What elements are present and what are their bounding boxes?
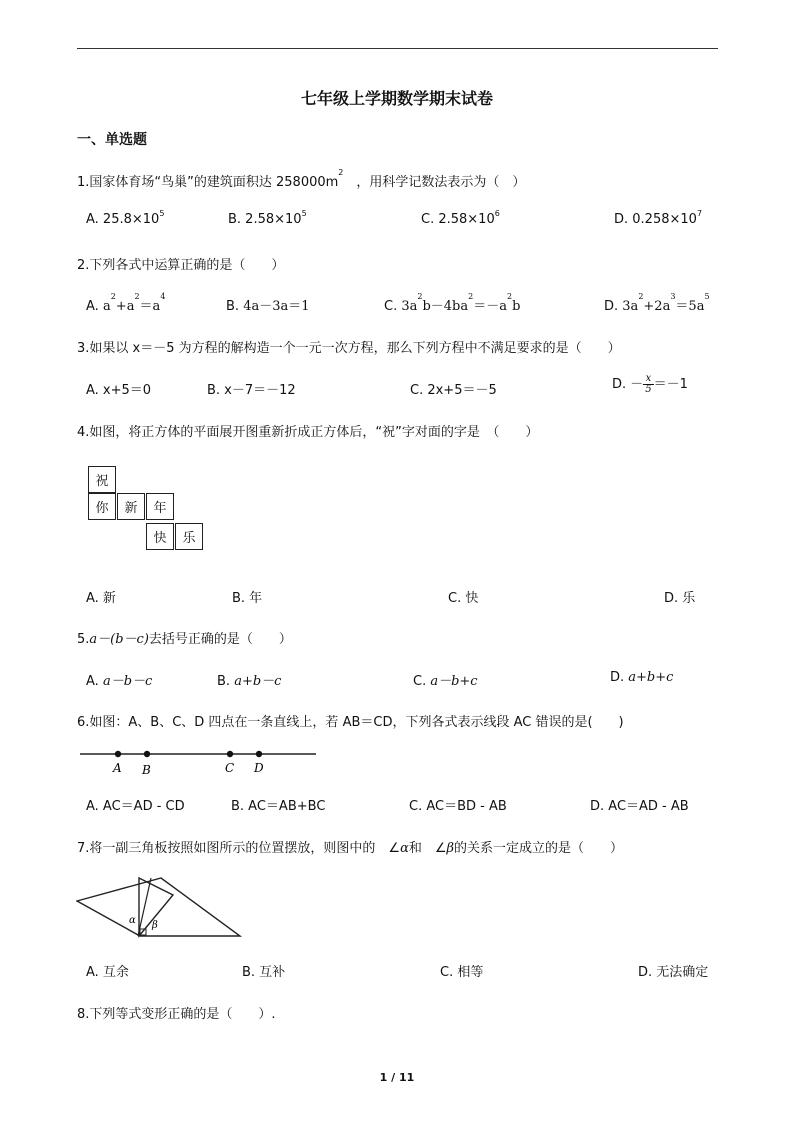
q2-option-d-label: D. (604, 299, 623, 314)
net-cell: 你 (88, 493, 116, 520)
q5-option-c[interactable] (413, 670, 478, 689)
point-d-dot (256, 751, 262, 757)
q2-a-exp: 2 (134, 292, 140, 301)
q7-option-a[interactable]: A. 互余 (86, 965, 129, 980)
q3-option-d-fraction (643, 374, 653, 395)
q2-d-term: ＝5a (675, 299, 705, 314)
q3-option-d[interactable] (612, 373, 688, 395)
q7-option-d[interactable]: D. 无法确定 (638, 965, 709, 980)
q6-option-b[interactable]: B. AC＝AB+BC (231, 799, 326, 814)
q5-option-b[interactable] (217, 670, 281, 689)
question-1 (77, 168, 526, 190)
point-a-dot (115, 751, 121, 757)
triangle-ruler-1 (77, 878, 240, 936)
q5-option-d-expr: a+b+c (628, 670, 674, 685)
net-cell: 新 (117, 493, 145, 520)
q5-option-a[interactable] (86, 670, 152, 689)
q1-option-d[interactable] (614, 209, 703, 227)
q3-option-b[interactable]: B. x－7＝－12 (207, 383, 296, 398)
q7-option-c[interactable]: C. 相等 (440, 965, 484, 980)
q4-option-b[interactable]: B. 年 (232, 591, 263, 606)
q1-option-c[interactable] (421, 209, 500, 227)
question-1-tail: ，用科学记数法表示为（ ） (343, 175, 526, 190)
question-6: 6.如图：A、B、C、D 四点在一条直线上，若 AB＝CD，下列各式表示线段 AC 错误的是( ) (77, 715, 624, 730)
q1-option-b[interactable] (228, 209, 307, 227)
point-d-label: D (254, 761, 264, 775)
point-a-label: A (113, 761, 122, 775)
question-7-text: 和 ∠ (408, 841, 447, 856)
question-1-text: 1.国家体育场“鸟巢”的建筑面积达 258000m (77, 175, 339, 190)
q1-option-b-text: B. 2.58×10 (228, 212, 302, 227)
net-cell: 年 (146, 493, 174, 520)
q1-option-d-text: D. 0.258×10 (614, 212, 697, 227)
page-title: 七年级上学期数学期末试卷 (300, 89, 493, 108)
q3-option-d-rest: ＝－1 (653, 377, 688, 392)
q1-option-c-exp: 6 (494, 209, 500, 218)
q1-option-a-exp: 5 (159, 209, 165, 218)
q2-c-term: b－4ba (422, 299, 469, 314)
q2-c-exp: 2 (417, 292, 423, 301)
q3-option-a[interactable]: A. x+5＝0 (86, 383, 152, 398)
point-c-dot (227, 751, 233, 757)
question-3: 3.如果以 x＝－5 为方程的解构造一个一元一次方程，那么下列方程中不满足要求的是（ ） (77, 341, 621, 356)
q2-a-term: a (102, 299, 111, 314)
q2-a-exp: 2 (110, 292, 116, 301)
question-8: 8.下列等式变形正确的是（ ）. (77, 1007, 276, 1022)
q2-a-term: ＝a (139, 299, 161, 314)
q5-option-b-label: B. (217, 674, 235, 689)
q5-option-a-expr: a－b－c (102, 674, 153, 689)
triangle-rulers-figure (76, 873, 244, 941)
q5-option-d[interactable] (610, 670, 673, 685)
header-rule (77, 48, 718, 49)
question-7-text: 的关系一定成立的是（ ） (454, 841, 624, 856)
alpha-label: α (129, 915, 136, 926)
question-5-text: 去括号正确的是（ ） (148, 632, 292, 647)
alpha-symbol: α (400, 841, 409, 856)
q2-d-term: +2a (643, 299, 671, 314)
q3-option-c[interactable]: C. 2x+5＝－5 (410, 383, 497, 398)
q2-option-a-label: A. (86, 299, 103, 314)
question-7 (77, 837, 623, 856)
question-4: 4.如图，将正方体的平面展开图重新折成正方体后，“祝”字对面的字是 （ ） (77, 425, 539, 440)
net-cell: 快 (146, 523, 174, 550)
q3-option-d-label: D. (612, 377, 631, 392)
question-5 (77, 628, 292, 647)
question-1-exponent: 2 (338, 168, 344, 177)
q2-d-exp: 5 (704, 292, 710, 301)
q2-option-b-label: B. (226, 299, 244, 314)
q1-option-c-text: C. 2.58×10 (421, 212, 495, 227)
q2-option-c[interactable] (384, 292, 521, 314)
point-b-dot (144, 751, 150, 757)
point-b-label: B (142, 763, 151, 777)
beta-symbol: β (446, 841, 455, 856)
q1-option-a-text: A. 25.8×10 (86, 212, 160, 227)
q2-d-exp: 3 (670, 292, 676, 301)
q5-option-c-label: C. (413, 674, 431, 689)
number-line-figure (78, 745, 318, 777)
net-cell: 祝 (88, 466, 116, 493)
net-cell: 乐 (175, 523, 203, 550)
section-heading: 一、单选题 (77, 132, 147, 148)
point-c-label: C (225, 761, 235, 775)
q4-option-d[interactable]: D. 乐 (664, 591, 696, 606)
q2-option-b[interactable] (226, 295, 310, 314)
ruler-edge (138, 878, 151, 936)
q2-c-term: 3a (401, 299, 418, 314)
q5-option-c-expr: a－b+c (430, 674, 478, 689)
q1-option-d-exp: 7 (696, 209, 703, 218)
q3-option-d-minus: － (630, 377, 644, 392)
fraction-numerator: x (643, 374, 653, 385)
q1-option-a[interactable] (86, 209, 165, 227)
question-7-text: 7.将一副三角板按照如图所示的位置摆放，则图中的 ∠ (77, 841, 401, 856)
q2-a-term: +a (115, 299, 135, 314)
q6-option-a[interactable]: A. AC＝AD - CD (86, 799, 185, 814)
q5-option-d-label: D. (610, 670, 629, 685)
q2-option-b-expr: 4a－3a＝1 (243, 299, 310, 314)
question-5-number: 5. (77, 632, 90, 647)
q4-option-a[interactable]: A. 新 (86, 591, 116, 606)
q2-d-term: 3a (622, 299, 639, 314)
q5-option-a-label: A. (86, 674, 103, 689)
page-number: 1 / 11 (379, 1071, 415, 1084)
q6-option-c[interactable]: C. AC＝BD - AB (409, 799, 507, 814)
q6-option-d[interactable]: D. AC＝AD - AB (590, 799, 689, 814)
question-2: 2.下列各式中运算正确的是（ ） (77, 258, 285, 273)
q2-option-c-expr (401, 292, 521, 314)
q7-option-b[interactable]: B. 互补 (242, 965, 286, 980)
beta-label: β (152, 920, 158, 931)
q2-option-a-expr (102, 292, 166, 314)
q2-c-term: b (512, 299, 521, 314)
q5-option-b-expr: a+b－c (234, 674, 282, 689)
q4-option-c[interactable]: C. 快 (448, 591, 479, 606)
q2-option-c-label: C. (384, 299, 402, 314)
q2-option-d[interactable] (604, 292, 710, 314)
q1-option-b-exp: 5 (301, 209, 307, 218)
question-5-expression: a－(b－c) (89, 632, 149, 647)
fraction-denominator: 5 (645, 384, 652, 395)
q2-option-d-expr (622, 292, 710, 314)
q2-a-exp: 4 (160, 292, 166, 301)
q2-c-term: ＝－a (473, 299, 507, 314)
q2-c-exp: 2 (507, 292, 513, 301)
q2-d-exp: 2 (638, 292, 644, 301)
q2-option-a[interactable] (86, 292, 166, 314)
q2-c-exp: 2 (468, 292, 474, 301)
